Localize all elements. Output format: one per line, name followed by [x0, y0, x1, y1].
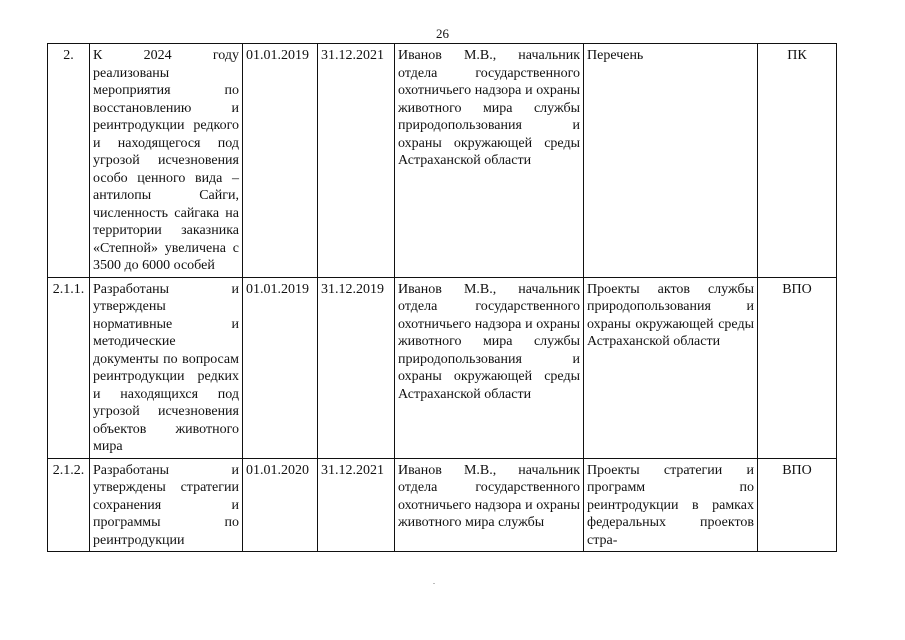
end-date-cell: 31.12.2021: [318, 458, 395, 552]
result-document-cell: Проекты стратегии и программ по реинтродукции в рамках федеральных проектов стра-: [584, 458, 758, 552]
end-date-cell: 31.12.2021: [318, 44, 395, 278]
row-number-cell: 2.: [48, 44, 90, 278]
table-row: [48, 44, 837, 278]
control-code-cell: ВПО: [758, 458, 837, 552]
row-number-cell: 2.1.1.: [48, 277, 90, 458]
row-number-cell: 2.1.2.: [48, 458, 90, 552]
responsible-person-cell: Иванов М.В., начальник отдела государственного охотничьего надзора и охраны животного мира службы: [395, 458, 584, 552]
table-row: [48, 458, 837, 552]
result-document-cell: Перечень: [584, 44, 758, 278]
scan-speck: [433, 583, 435, 584]
control-code-cell: ВПО: [758, 277, 837, 458]
result-document-cell: Проекты актов службы природопользования и охраны окружающей среды Астраханской области: [584, 277, 758, 458]
end-date-cell: 31.12.2019: [318, 277, 395, 458]
responsible-person-cell: Иванов М.В., начальник отдела государственного охотничьего надзора и охраны животного мира службы природопользования и охраны окружающей среды Астраханской области: [395, 277, 584, 458]
page-number: 26: [436, 26, 449, 41]
start-date-cell: 01.01.2019: [243, 277, 318, 458]
table-row: [48, 277, 837, 458]
plan-table: [47, 43, 837, 552]
start-date-cell: 01.01.2020: [243, 458, 318, 552]
measure-description-cell: Разработаны и утверждены стратегии сохранения и программы по реинтродукции: [90, 458, 243, 552]
measure-description-cell: Разработаны и утверждены нормативные и методические документы по вопросам реинтродукции редких и находящихся под угрозой исчезновения объектов животного мира: [90, 277, 243, 458]
responsible-person-cell: Иванов М.В., начальник отдела государственного охотничьего надзора и охраны животного мира службы природопользования и охраны окружающей среды Астраханской области: [395, 44, 584, 278]
measure-description-cell: К 2024 году реализованы мероприятия по восстановлению и реинтродукции редкого и находящегося под угрозой исчезновения особо ценного вида – антилопы Сайги, численность сайгака на территории заказника «Степной» увеличена с 3500 до 6000 особей: [90, 44, 243, 278]
start-date-cell: 01.01.2019: [243, 44, 318, 278]
control-code-cell: ПК: [758, 44, 837, 278]
